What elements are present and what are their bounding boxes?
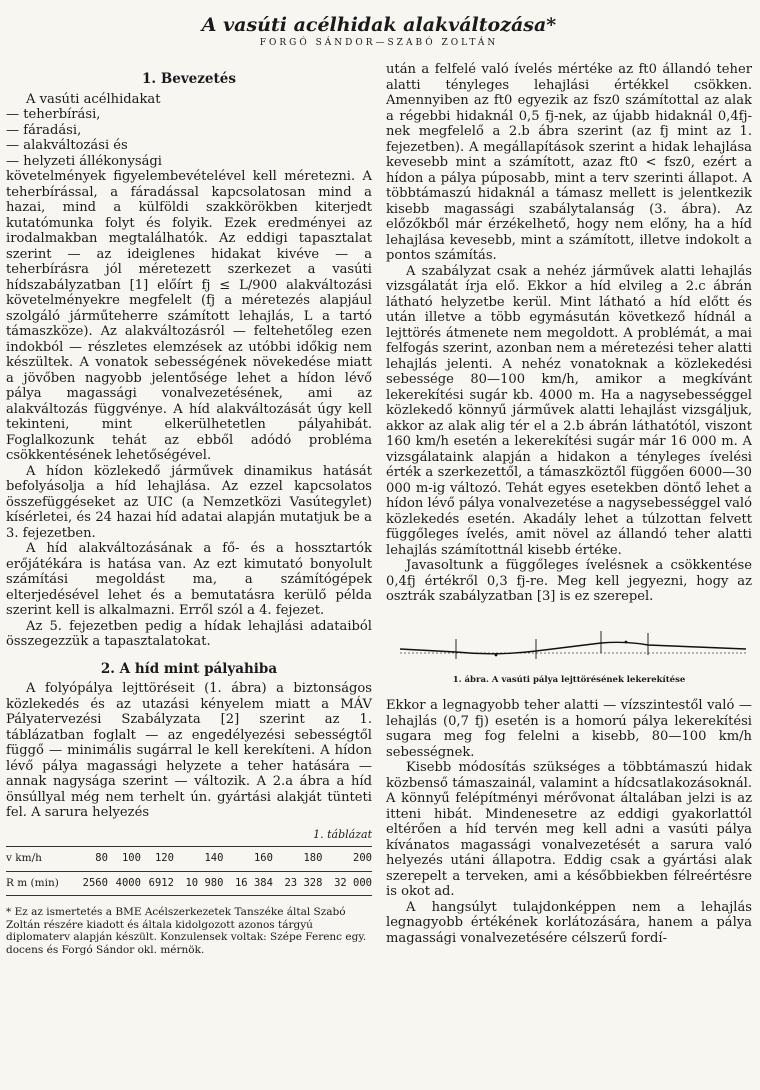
list-item: — alakváltozási és [6,138,372,154]
table-row [6,871,372,896]
speed-radius-table [6,846,372,896]
table-cell: 80 [75,847,108,872]
paragraph: után a felfelé való ívelés mértéke az ft0 állandó teher alatti tényleges lehajlási értékkel csökken. Amennyiben az ft0 egyezik az fsz0 számítottal az alak a régebbi hidaknál 0,5 fj-nek, az újabb hidaknál 0,4fj-nek megfelelő a 2.b ábra szerint (az fj mint az 1. fejezetben). A megállapítások szerint a hidak lehajlása kevesebb mint a számított, azaz ft0 < fsz0, ezért a hídon a pálya púposabb, mint a terv szerinti állapot. A többtámaszú hidaknál a támasz mellett is jelentkezik kisebb magassági szabálytalanság (3. ábra). Az előzőkből már érzékelhető, hogy nem előny, ha a híd lehajlása kevesebb, mint a számított, illetve indokolt a pontos számítás. [386,62,752,263]
paragraph: követelmények figyelembevételével kell méretezni. A teherbírással, a fáradással kapcsolatosan mind a hazai, mind a külföldi szakkörökben kiterjedt kutatómunka folyt és folyik. Ezek eredményei az irodalmakban megtalálhatók. Az eddigi tapasztalat szerint — az ideiglenes hidakat kivéve — a teherbírásra jól méretezett szerkezet a vasúti hídszabályzatban [1] előírt fj ≤ L/900 alakváltozási követelményekre megfelelt (fj a méretezés alapjául szolgáló járműteherre számított lehajlás, L a tartó támaszköze). Az alakváltozásról — feltehetőleg ezen indokból — részletes elemzések az utóbbi időkig nem készültek. A vonatok sebességének növekedése miatt a jövőben nagyobb jelentősége lehet a hídon lévő pálya magassági vonalvezetésének, ami az alakváltozás függvénye. A híd alakváltozását úgy kell tekinteni, mint elkerülhetetlen pályahibát. Foglalkozunk tehát az ebből adódó probléma csökkentésének lehetőségével. [6,169,372,463]
paragraph: Kisebb módosítás szükséges a többtámaszú hidak közbenső támaszainál, valamint a hídcsatlakozásoknál. A könnyű felépítményi mérővonat általában jelzi is az itteni hibát. Mindenesetre az eddigi gyakorlattól eltérően a híd tervén meg kell adni a vasúti pálya kívánatos magassági vonalvezetését a sarura való helyezés utáni állapotra. Eddig csak a gyártási alak szerepelt a terveken, ami a későbbiekben félreértésre is okot ad. [386,760,752,899]
list-item: — helyzeti állékonysági [6,154,372,170]
left-column [6,62,372,956]
table-cell: 16 384 [223,871,273,896]
table-cell: 180 [273,847,323,872]
article-title: A vasúti acélhidak alakváltozása* [201,14,557,36]
table-cell: 200 [322,847,372,872]
table-cell: 100 [108,847,141,872]
paragraph: A híd alakváltozásának a fő- és a hossztartók erőjátékára is hatása van. Az ezt kimutató bonyolult számítási megoldást ma, a számítógépek elterjedésével lehet és a bemutatásra kerülő példa szerint kell is alkalmazni. Erről szól a 4. fejezet. [6,541,372,618]
table-cell: 23 328 [273,871,323,896]
table-cell: 6912 [141,871,174,896]
table-row [6,847,372,872]
list-item: — teherbírási, [6,107,372,123]
article-authors: FORGÓ SÁNDOR—SZABÓ ZOLTÁN [259,38,499,48]
table-cell: 2560 [75,871,108,896]
two-column-body [6,62,752,956]
curve-point [625,640,628,643]
curve-point [495,653,498,656]
table-cell: 140 [174,847,224,872]
table-cell: 10 980 [174,871,224,896]
table-cell: 4000 [108,871,141,896]
paragraph: A hangsúlyt tulajdonképpen nem a lehajlás legnagyobb értékének korlátozására, hanem a pálya magassági vonalvezetésére célszerű fordí- [386,899,752,946]
section-1-heading: 1. Bevezetés [142,71,236,87]
paragraph: A folyópálya lejttöréseit (1. ábra) a biztonságos közlekedés és az utazási kényelem miatt a MÁV Pályatervezési Szabályzata [2] szerint az 1. táblázatban foglalt — az engedélyezési sebességtől függő — minimális sugárral le kell kerekíteni. A hídon lévő pálya magassági helyzete a teher hatására — annak nagysága szerint — változik. A 2.a ábra a híd önsúllyal még nem terhelt ún. gyártási alakját tünteti fel. A sarura helyezés [6,681,372,820]
section-2-heading: 2. A híd mint pályahiba [100,660,278,677]
track-gradient-diagram [386,619,752,665]
table-caption: 1. táblázat [313,827,372,841]
paragraph: Javasoltunk a függőleges ívelésnek a csökkentése 0,4fj értékről 0,3 fj-re. Meg kell jegyezni, hogy az osztrák szabályzatban [3] is ez szerepel. [386,558,752,604]
list-item: — fáradási, [6,123,372,139]
figure-caption: 1. ábra. A vasúti pálya lejttörésének lekerekítése [452,674,686,685]
paragraph: A szabályzat csak a nehéz járművek alatti lehajlás vizsgálatát írja elő. Ekkor a híd elvileg a 2.c ábrán látható helyzetbe kerül. Mint látható a híd előtt és után illetve a több egymásután következő hídnál a lejttörés átmenete nem megoldott. A problémát, a mai felfogás szerint, azonban nem a méretezési teher alatti lehajlás jelenti. A nehéz vonatoknak a közlekedési sebessége 80—100 km/h, amikor a megkívánt lekerekítési sugár kb. 4000 m. Ha a nagysebességgel közlekedő könnyű járművek alatti lehajlást vizsgáljuk, akkor az alak alig tér el a 2.b ábrán láthatótól, viszont 160 km/h esetén a lekerekítési sugár már 16 000 m. A vizsgálataink alapján a hidakon a tényleges ívelési érték a szerkezettől, a támaszköztől függően 6000—30 000 m-ig változó. Tehát egyes esetekben döntő lehet a hídon lévő pálya vonalvezetése a nagysebességgel való közlekedés esetén. Akadály lehet a túlzottan felvett függőleges ívelés, amit növel az állandó teher alatti lehajlás számítottnál kisebb értéke. [386,263,752,558]
row-label: v km/h [6,847,75,872]
table-cell: 120 [141,847,174,872]
requirements-list [6,107,372,169]
table-cell: 160 [223,847,273,872]
paragraph: A hídon közlekedő járművek dinamikus hatását befolyásolja a híd lehajlása. Az ezzel kapcsolatos összefüggéseket az UIC (a Nemzetközi Vasútegylet) kísérletei, és 24 hazai híd adatai alapján mutatjuk be a 3. fejezetben. [6,463,372,541]
figure-1 [386,619,752,665]
paragraph: Az 5. fejezetben pedig a hídak lehajlási adataiból összegezzük a tapasztalatokat. [6,618,372,649]
footnote: * Ez az ismertetés a BME Acélszerkezetek Tanszéke által Szabó Zoltán részére kiadott és általa kidolgozott azonos tárgyú diplomaterv alapján készült. Konzulensek voltak: Szépe Ferenc egy. docens és Forgó Sándor okl. mérnök. [6,906,367,956]
row-label: R m (min) [6,871,75,896]
track-profile-line [400,642,746,653]
paragraph: Ekkor a legnagyobb teher alatti — vízszintestől való — lehajlás (0,7 fj) esetén is a homorú pálya lekerekítési sugara meg fog felelni a kisebb, 80—100 km/h sebességnek. [386,698,752,760]
intro-line: A vasúti acélhidakat [26,91,161,107]
right-column [386,62,752,956]
table-cell: 32 000 [322,871,372,896]
